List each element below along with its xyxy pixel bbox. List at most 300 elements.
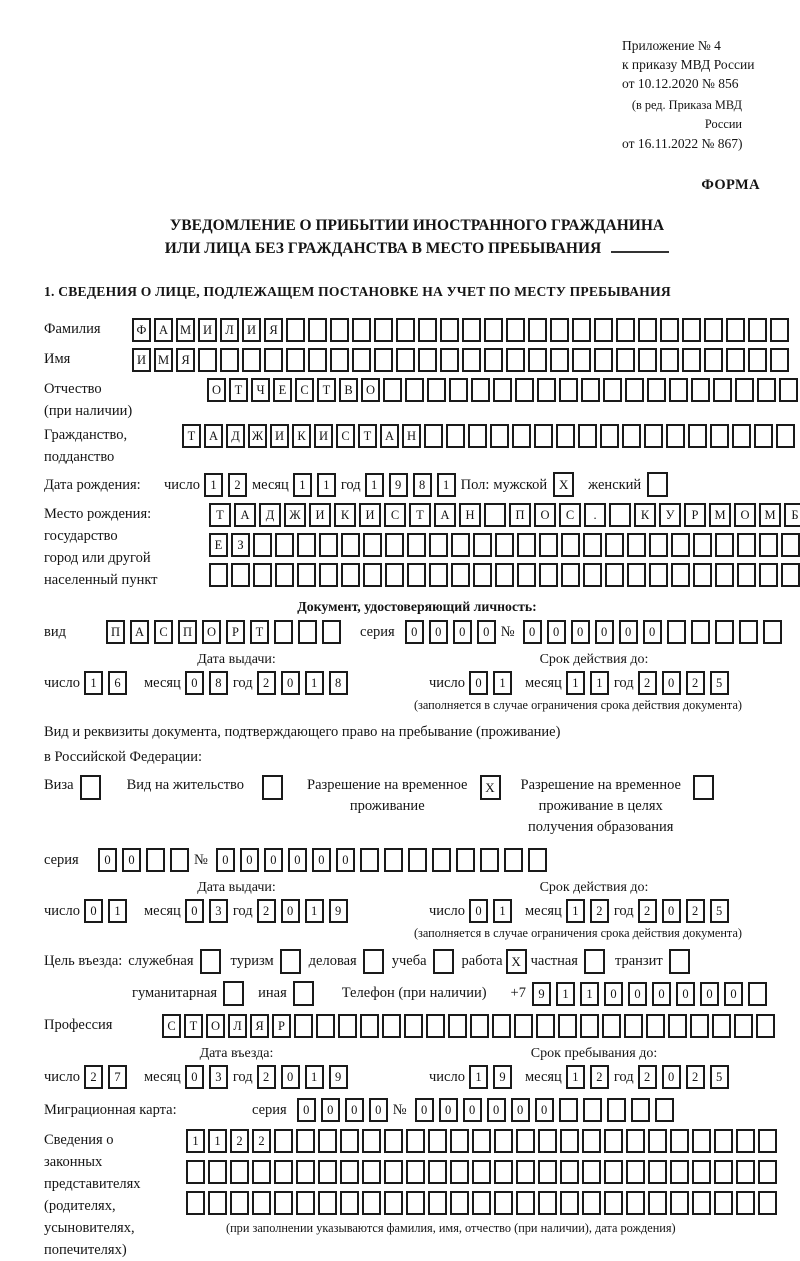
char-cell[interactable] [385,563,404,587]
char-cell[interactable]: Я [264,318,283,342]
char-cell[interactable] [758,1191,777,1215]
char-cell[interactable]: 0 [619,620,638,644]
char-cell[interactable]: 0 [604,982,623,1006]
char-cell[interactable] [274,1191,293,1215]
char-cell[interactable] [559,1098,578,1122]
char-cell[interactable] [756,1014,775,1038]
char-cell[interactable] [631,1098,650,1122]
char-cell[interactable] [451,533,470,557]
char-cell[interactable] [537,378,556,402]
char-cell[interactable] [550,348,569,372]
char-cell[interactable] [692,1191,711,1215]
char-cell[interactable]: П [106,620,125,644]
char-cell[interactable] [748,982,767,1006]
char-cell[interactable] [406,1191,425,1215]
char-cell[interactable]: 9 [329,899,348,923]
char-cell[interactable]: 0 [336,848,355,872]
char-cell[interactable] [408,848,427,872]
char-cell[interactable] [340,1191,359,1215]
char-cell[interactable] [490,424,509,448]
char-cell[interactable] [715,563,734,587]
char-cell[interactable]: 0 [662,1065,681,1089]
char-cell[interactable]: 9 [493,1065,512,1089]
char-cell[interactable] [456,848,475,872]
char-cell[interactable] [759,563,778,587]
char-cell[interactable]: О [206,1014,225,1038]
char-cell[interactable] [670,1191,689,1215]
char-cell[interactable] [242,348,261,372]
char-cell[interactable] [384,1160,403,1184]
char-cell[interactable]: 9 [389,473,408,497]
char-cell[interactable] [655,1098,674,1122]
char-cell[interactable] [382,1014,401,1038]
char-cell[interactable] [428,1191,447,1215]
char-cell[interactable]: Л [228,1014,247,1038]
char-cell[interactable] [660,348,679,372]
char-cell[interactable] [759,533,778,557]
char-cell[interactable]: Р [272,1014,291,1038]
char-cell[interactable] [294,1014,313,1038]
char-cell[interactable] [319,563,338,587]
char-cell[interactable]: 1 [493,671,512,695]
char-cell[interactable]: 0 [700,982,719,1006]
char-cell[interactable] [539,563,558,587]
char-cell[interactable]: П [178,620,197,644]
char-cell[interactable] [736,1129,755,1153]
char-cell[interactable]: 1 [580,982,599,1006]
char-cell[interactable]: 1 [305,899,324,923]
char-cell[interactable] [561,533,580,557]
char-cell[interactable] [230,1191,249,1215]
char-cell[interactable] [609,503,631,527]
char-cell[interactable] [710,424,729,448]
residence-permit-checkbox[interactable] [262,775,283,800]
char-cell[interactable] [208,1191,227,1215]
char-cell[interactable] [715,533,734,557]
char-cell[interactable] [374,348,393,372]
char-cell[interactable] [572,318,591,342]
char-cell[interactable] [737,563,756,587]
char-cell[interactable]: 2 [230,1129,249,1153]
char-cell[interactable]: 1 [84,671,103,695]
char-cell[interactable] [757,378,776,402]
char-cell[interactable]: 0 [84,899,103,923]
char-cell[interactable]: Л [220,318,239,342]
char-cell[interactable] [405,378,424,402]
char-cell[interactable] [704,318,723,342]
char-cell[interactable] [186,1191,205,1215]
char-cell[interactable]: 5 [710,1065,729,1089]
char-cell[interactable]: Е [209,533,228,557]
char-cell[interactable] [560,1191,579,1215]
char-cell[interactable] [556,424,575,448]
char-cell[interactable] [407,533,426,557]
char-cell[interactable]: 0 [369,1098,388,1122]
char-cell[interactable]: 0 [185,899,204,923]
char-cell[interactable]: М [176,318,195,342]
char-cell[interactable] [428,1160,447,1184]
char-cell[interactable] [691,620,710,644]
char-cell[interactable]: Т [209,503,231,527]
char-cell[interactable] [428,1129,447,1153]
char-cell[interactable]: 1 [566,899,585,923]
char-cell[interactable] [296,1129,315,1153]
char-cell[interactable]: 8 [329,671,348,695]
char-cell[interactable]: С [154,620,173,644]
char-cell[interactable]: Т [358,424,377,448]
char-cell[interactable] [670,1129,689,1153]
char-cell[interactable] [450,1191,469,1215]
char-cell[interactable] [480,848,499,872]
char-cell[interactable] [308,348,327,372]
char-cell[interactable] [450,1129,469,1153]
char-cell[interactable] [146,848,165,872]
char-cell[interactable]: 0 [511,1098,530,1122]
char-cell[interactable] [220,348,239,372]
char-cell[interactable] [647,378,666,402]
char-cell[interactable] [692,1160,711,1184]
char-cell[interactable] [360,848,379,872]
char-cell[interactable] [468,424,487,448]
char-cell[interactable] [264,348,283,372]
sex-female-checkbox[interactable] [647,472,668,497]
char-cell[interactable]: 2 [257,671,276,695]
char-cell[interactable]: 1 [305,1065,324,1089]
char-cell[interactable] [616,348,635,372]
char-cell[interactable] [516,1129,535,1153]
char-cell[interactable] [472,1160,491,1184]
char-cell[interactable] [754,424,773,448]
char-cell[interactable] [252,1191,271,1215]
char-cell[interactable]: З [231,533,250,557]
char-cell[interactable] [286,348,305,372]
char-cell[interactable]: К [292,424,311,448]
char-cell[interactable]: И [359,503,381,527]
char-cell[interactable] [594,348,613,372]
char-cell[interactable] [384,1129,403,1153]
char-cell[interactable] [712,1014,731,1038]
char-cell[interactable] [515,378,534,402]
char-cell[interactable]: 2 [590,899,609,923]
char-cell[interactable] [406,1160,425,1184]
char-cell[interactable] [231,563,250,587]
char-cell[interactable] [691,378,710,402]
char-cell[interactable] [385,533,404,557]
char-cell[interactable] [440,348,459,372]
rvp-checkbox[interactable]: X [480,775,501,800]
char-cell[interactable] [726,318,745,342]
char-cell[interactable] [209,563,228,587]
char-cell[interactable]: О [361,378,380,402]
char-cell[interactable]: 0 [281,1065,300,1089]
char-cell[interactable]: К [634,503,656,527]
char-cell[interactable] [440,318,459,342]
char-cell[interactable]: 0 [595,620,614,644]
char-cell[interactable] [583,563,602,587]
char-cell[interactable]: Т [182,424,201,448]
char-cell[interactable] [495,563,514,587]
char-cell[interactable] [605,563,624,587]
char-cell[interactable]: 0 [571,620,590,644]
char-cell[interactable] [583,1098,602,1122]
char-cell[interactable] [605,533,624,557]
char-cell[interactable]: М [154,348,173,372]
char-cell[interactable] [714,1191,733,1215]
char-cell[interactable] [429,533,448,557]
char-cell[interactable]: 2 [638,671,657,695]
char-cell[interactable] [517,533,536,557]
char-cell[interactable]: А [434,503,456,527]
char-cell[interactable]: О [734,503,756,527]
char-cell[interactable] [666,424,685,448]
char-cell[interactable] [627,563,646,587]
char-cell[interactable] [318,1191,337,1215]
purpose-rabota-checkbox[interactable]: X [506,949,527,974]
char-cell[interactable] [274,1160,293,1184]
char-cell[interactable]: А [204,424,223,448]
char-cell[interactable] [715,620,734,644]
char-cell[interactable]: О [207,378,226,402]
char-cell[interactable]: 0 [453,620,472,644]
char-cell[interactable] [776,424,795,448]
char-cell[interactable]: 0 [547,620,566,644]
char-cell[interactable] [734,1014,753,1038]
char-cell[interactable] [538,1191,557,1215]
char-cell[interactable] [516,1160,535,1184]
char-cell[interactable]: 0 [264,848,283,872]
char-cell[interactable] [186,1160,205,1184]
char-cell[interactable] [424,424,443,448]
char-cell[interactable] [560,1160,579,1184]
char-cell[interactable]: А [154,318,173,342]
char-cell[interactable] [418,318,437,342]
char-cell[interactable] [495,533,514,557]
char-cell[interactable]: Д [259,503,281,527]
char-cell[interactable] [473,533,492,557]
char-cell[interactable] [322,620,341,644]
char-cell[interactable]: 2 [638,899,657,923]
char-cell[interactable]: 0 [185,1065,204,1089]
char-cell[interactable] [298,620,317,644]
char-cell[interactable] [472,1129,491,1153]
char-cell[interactable] [517,563,536,587]
char-cell[interactable] [704,348,723,372]
char-cell[interactable] [484,503,506,527]
char-cell[interactable] [427,378,446,402]
char-cell[interactable] [758,1160,777,1184]
char-cell[interactable] [770,348,789,372]
char-cell[interactable] [638,348,657,372]
char-cell[interactable] [688,424,707,448]
char-cell[interactable] [362,1160,381,1184]
char-cell[interactable]: 0 [98,848,117,872]
char-cell[interactable]: 1 [317,473,336,497]
char-cell[interactable] [418,348,437,372]
char-cell[interactable] [604,1160,623,1184]
char-cell[interactable]: С [336,424,355,448]
char-cell[interactable]: 5 [710,671,729,695]
purpose-inaya-checkbox[interactable] [293,981,314,1006]
char-cell[interactable]: 0 [469,899,488,923]
char-cell[interactable] [383,378,402,402]
char-cell[interactable] [758,1129,777,1153]
char-cell[interactable] [779,378,798,402]
char-cell[interactable] [340,1160,359,1184]
char-cell[interactable] [604,1191,623,1215]
char-cell[interactable]: 0 [487,1098,506,1122]
char-cell[interactable]: О [534,503,556,527]
char-cell[interactable] [626,1191,645,1215]
char-cell[interactable] [737,533,756,557]
char-cell[interactable] [296,1191,315,1215]
char-cell[interactable] [396,318,415,342]
char-cell[interactable] [580,1014,599,1038]
char-cell[interactable]: 1 [208,1129,227,1153]
char-cell[interactable] [560,1129,579,1153]
char-cell[interactable] [660,318,679,342]
char-cell[interactable]: С [162,1014,181,1038]
char-cell[interactable] [550,318,569,342]
char-cell[interactable]: 1 [566,1065,585,1089]
char-cell[interactable] [208,1160,227,1184]
char-cell[interactable] [538,1160,557,1184]
char-cell[interactable] [528,848,547,872]
char-cell[interactable] [714,1160,733,1184]
char-cell[interactable]: Р [684,503,706,527]
char-cell[interactable] [396,348,415,372]
char-cell[interactable] [330,348,349,372]
char-cell[interactable] [627,533,646,557]
char-cell[interactable]: Я [176,348,195,372]
char-cell[interactable] [462,318,481,342]
char-cell[interactable]: Д [226,424,245,448]
char-cell[interactable]: С [295,378,314,402]
char-cell[interactable]: 3 [209,1065,228,1089]
char-cell[interactable]: 0 [297,1098,316,1122]
char-cell[interactable]: И [309,503,331,527]
char-cell[interactable] [690,1014,709,1038]
char-cell[interactable] [512,424,531,448]
char-cell[interactable] [648,1129,667,1153]
char-cell[interactable]: У [659,503,681,527]
char-cell[interactable] [363,533,382,557]
char-cell[interactable] [649,533,668,557]
char-cell[interactable]: 2 [257,899,276,923]
char-cell[interactable] [626,1129,645,1153]
char-cell[interactable]: И [270,424,289,448]
char-cell[interactable] [682,318,701,342]
char-cell[interactable]: 0 [662,671,681,695]
char-cell[interactable]: 7 [108,1065,127,1089]
char-cell[interactable]: 0 [281,671,300,695]
char-cell[interactable]: 0 [439,1098,458,1122]
char-cell[interactable] [644,424,663,448]
char-cell[interactable]: 1 [204,473,223,497]
char-cell[interactable] [539,533,558,557]
char-cell[interactable] [648,1160,667,1184]
purpose-turizm-checkbox[interactable] [280,949,301,974]
char-cell[interactable]: 0 [652,982,671,1006]
char-cell[interactable]: 1 [293,473,312,497]
char-cell[interactable]: 1 [556,982,575,1006]
char-cell[interactable]: 0 [216,848,235,872]
char-cell[interactable] [484,318,503,342]
char-cell[interactable]: 0 [535,1098,554,1122]
char-cell[interactable] [492,1014,511,1038]
char-cell[interactable]: 0 [321,1098,340,1122]
char-cell[interactable] [449,378,468,402]
char-cell[interactable]: М [709,503,731,527]
char-cell[interactable]: Р [226,620,245,644]
char-cell[interactable] [384,848,403,872]
char-cell[interactable]: 0 [643,620,662,644]
char-cell[interactable] [374,318,393,342]
char-cell[interactable] [274,1129,293,1153]
char-cell[interactable]: Б [784,503,800,527]
char-cell[interactable] [682,348,701,372]
char-cell[interactable] [253,533,272,557]
char-cell[interactable] [462,348,481,372]
char-cell[interactable]: 1 [566,671,585,695]
char-cell[interactable] [559,378,578,402]
char-cell[interactable] [426,1014,445,1038]
char-cell[interactable]: С [384,503,406,527]
char-cell[interactable] [781,563,800,587]
char-cell[interactable]: Ж [248,424,267,448]
char-cell[interactable]: 2 [638,1065,657,1089]
char-cell[interactable]: 2 [686,899,705,923]
char-cell[interactable]: И [132,348,151,372]
char-cell[interactable] [504,848,523,872]
char-cell[interactable]: 0 [405,620,424,644]
char-cell[interactable]: 1 [590,671,609,695]
char-cell[interactable]: Н [402,424,421,448]
char-cell[interactable]: 0 [288,848,307,872]
purpose-ucheba-checkbox[interactable] [433,949,454,974]
char-cell[interactable]: 9 [329,1065,348,1089]
char-cell[interactable]: 0 [281,899,300,923]
char-cell[interactable]: 0 [662,899,681,923]
char-cell[interactable] [252,1160,271,1184]
char-cell[interactable] [669,378,688,402]
char-cell[interactable]: 9 [532,982,551,1006]
char-cell[interactable] [297,563,316,587]
char-cell[interactable] [274,620,293,644]
char-cell[interactable] [528,348,547,372]
char-cell[interactable]: 0 [724,982,743,1006]
char-cell[interactable] [581,378,600,402]
char-cell[interactable] [600,424,619,448]
char-cell[interactable]: Я [250,1014,269,1038]
char-cell[interactable]: 8 [413,473,432,497]
char-cell[interactable]: 1 [305,671,324,695]
char-cell[interactable]: Ф [132,318,151,342]
char-cell[interactable] [516,1191,535,1215]
char-cell[interactable] [506,318,525,342]
char-cell[interactable] [582,1160,601,1184]
char-cell[interactable]: К [334,503,356,527]
char-cell[interactable]: А [130,620,149,644]
char-cell[interactable] [451,563,470,587]
char-cell[interactable] [572,348,591,372]
char-cell[interactable] [714,1129,733,1153]
char-cell[interactable] [506,348,525,372]
char-cell[interactable] [692,1129,711,1153]
char-cell[interactable] [360,1014,379,1038]
char-cell[interactable] [407,563,426,587]
char-cell[interactable] [514,1014,533,1038]
char-cell[interactable]: 0 [415,1098,434,1122]
